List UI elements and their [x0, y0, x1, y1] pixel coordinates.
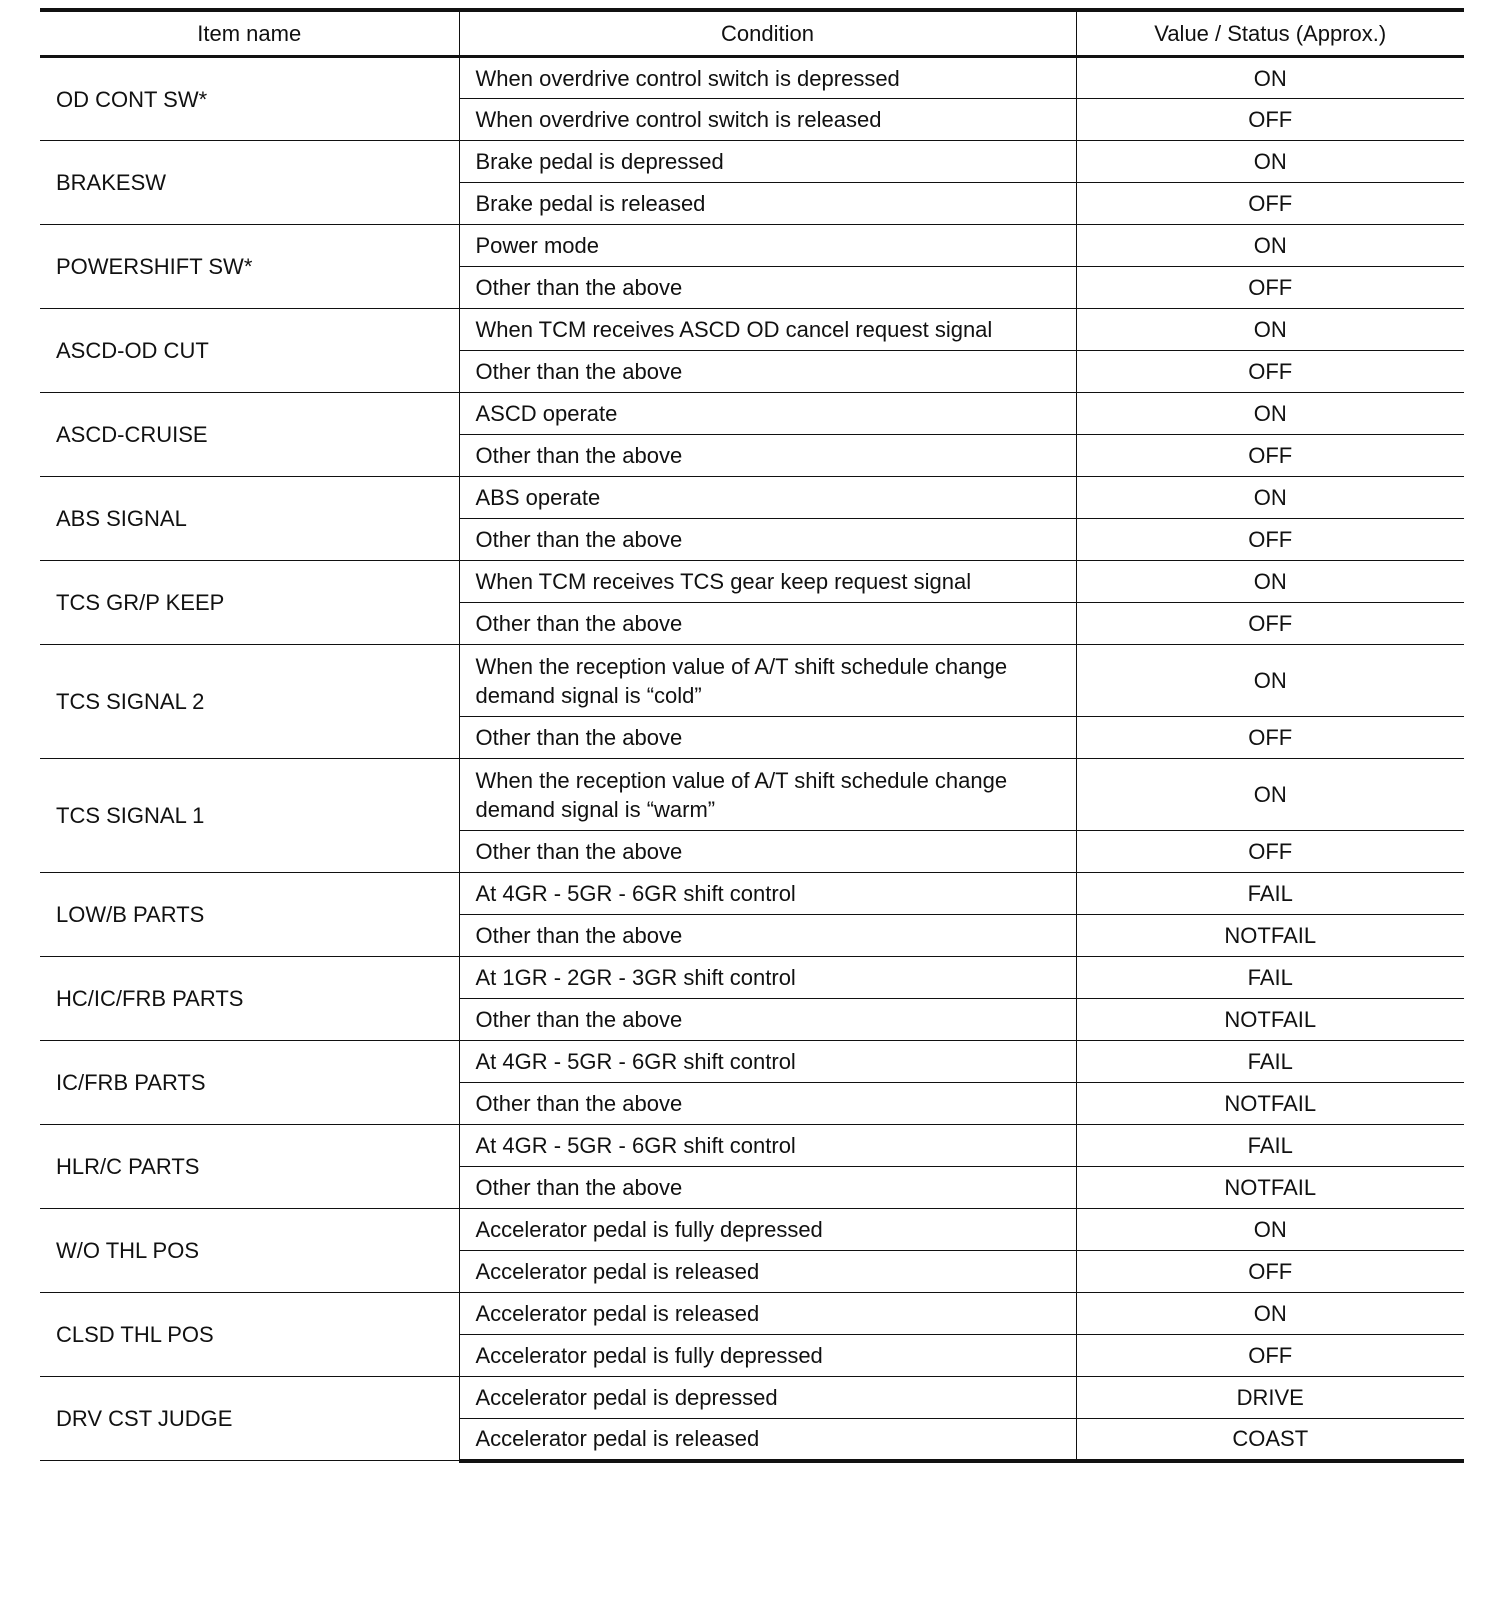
item-name-cell: POWERSHIFT SW* [40, 225, 459, 309]
table-row [40, 1041, 1464, 1083]
item-name-cell: OD CONT SW* [40, 57, 459, 141]
condition-cell: When TCM receives TCS gear keep request signal [459, 561, 1076, 603]
value-status-cell: ON [1076, 759, 1464, 831]
value-status-cell: NOTFAIL [1076, 1167, 1464, 1209]
item-name-cell: CLSD THL POS [40, 1293, 459, 1377]
value-status-cell: FAIL [1076, 1041, 1464, 1083]
condition-cell: At 1GR - 2GR - 3GR shift control [459, 957, 1076, 999]
item-name-cell: ASCD-OD CUT [40, 309, 459, 393]
table-row [40, 561, 1464, 603]
condition-cell: Other than the above [459, 603, 1076, 645]
condition-cell: ASCD operate [459, 393, 1076, 435]
value-status-cell: OFF [1076, 717, 1464, 759]
value-status-cell: COAST [1076, 1419, 1464, 1461]
item-name-cell: W/O THL POS [40, 1209, 459, 1293]
condition-cell: Other than the above [459, 717, 1076, 759]
condition-cell: At 4GR - 5GR - 6GR shift control [459, 1041, 1076, 1083]
item-name-cell: DRV CST JUDGE [40, 1377, 459, 1461]
table-row [40, 1377, 1464, 1419]
table-body [40, 57, 1464, 1461]
condition-cell: Other than the above [459, 1167, 1076, 1209]
condition-cell: When overdrive control switch is released [459, 99, 1076, 141]
table-row [40, 957, 1464, 999]
value-status-cell: OFF [1076, 1251, 1464, 1293]
value-status-cell: ON [1076, 1209, 1464, 1251]
value-status-cell: ON [1076, 57, 1464, 99]
condition-cell: When TCM receives ASCD OD cancel request signal [459, 309, 1076, 351]
value-status-cell: OFF [1076, 435, 1464, 477]
header-condition: Condition [459, 10, 1076, 57]
value-status-cell: ON [1076, 141, 1464, 183]
value-status-cell: OFF [1076, 267, 1464, 309]
value-status-cell: ON [1076, 477, 1464, 519]
condition-cell: Other than the above [459, 519, 1076, 561]
table-row [40, 873, 1464, 915]
value-status-cell: NOTFAIL [1076, 915, 1464, 957]
value-status-cell: OFF [1076, 183, 1464, 225]
condition-cell: At 4GR - 5GR - 6GR shift control [459, 873, 1076, 915]
value-status-cell: OFF [1076, 99, 1464, 141]
condition-cell: Power mode [459, 225, 1076, 267]
value-status-cell: ON [1076, 1293, 1464, 1335]
condition-cell: Accelerator pedal is released [459, 1293, 1076, 1335]
condition-cell: Accelerator pedal is depressed [459, 1377, 1076, 1419]
table-header-row [40, 10, 1464, 57]
value-status-cell: OFF [1076, 603, 1464, 645]
table-row [40, 1293, 1464, 1335]
data-monitor-table-wrapper [40, 8, 1464, 1463]
value-status-cell: FAIL [1076, 957, 1464, 999]
condition-cell: At 4GR - 5GR - 6GR shift control [459, 1125, 1076, 1167]
data-monitor-table [40, 8, 1464, 1463]
condition-cell: Other than the above [459, 915, 1076, 957]
value-status-cell: OFF [1076, 831, 1464, 873]
table-row [40, 477, 1464, 519]
condition-cell: Accelerator pedal is released [459, 1419, 1076, 1461]
condition-cell: Brake pedal is released [459, 183, 1076, 225]
condition-cell: Other than the above [459, 999, 1076, 1041]
table-row [40, 1125, 1464, 1167]
value-status-cell: OFF [1076, 1335, 1464, 1377]
item-name-cell: IC/FRB PARTS [40, 1041, 459, 1125]
condition-cell: Accelerator pedal is fully depressed [459, 1209, 1076, 1251]
value-status-cell: NOTFAIL [1076, 1083, 1464, 1125]
table-row [40, 645, 1464, 717]
value-status-cell: OFF [1076, 351, 1464, 393]
condition-cell: Accelerator pedal is fully depressed [459, 1335, 1076, 1377]
value-status-cell: FAIL [1076, 873, 1464, 915]
condition-cell: When the reception value of A/T shift schedule change demand signal is “cold” [459, 645, 1076, 717]
table-row [40, 393, 1464, 435]
condition-cell: Other than the above [459, 351, 1076, 393]
condition-cell: Accelerator pedal is released [459, 1251, 1076, 1293]
condition-cell: Other than the above [459, 267, 1076, 309]
header-item-name: Item name [40, 10, 459, 57]
item-name-cell: BRAKESW [40, 141, 459, 225]
condition-cell: Other than the above [459, 435, 1076, 477]
value-status-cell: DRIVE [1076, 1377, 1464, 1419]
table-row [40, 1209, 1464, 1251]
table-row [40, 309, 1464, 351]
table-row [40, 57, 1464, 99]
item-name-cell: LOW/B PARTS [40, 873, 459, 957]
table-row [40, 759, 1464, 831]
condition-cell: ABS operate [459, 477, 1076, 519]
item-name-cell: TCS GR/P KEEP [40, 561, 459, 645]
value-status-cell: ON [1076, 225, 1464, 267]
value-status-cell: FAIL [1076, 1125, 1464, 1167]
item-name-cell: ABS SIGNAL [40, 477, 459, 561]
value-status-cell: OFF [1076, 519, 1464, 561]
item-name-cell: TCS SIGNAL 2 [40, 645, 459, 759]
item-name-cell: HC/IC/FRB PARTS [40, 957, 459, 1041]
value-status-cell: ON [1076, 393, 1464, 435]
table-row [40, 225, 1464, 267]
value-status-cell: ON [1076, 561, 1464, 603]
item-name-cell: TCS SIGNAL 1 [40, 759, 459, 873]
header-value-status: Value / Status (Approx.) [1076, 10, 1464, 57]
value-status-cell: ON [1076, 309, 1464, 351]
condition-cell: When overdrive control switch is depressed [459, 57, 1076, 99]
value-status-cell: ON [1076, 645, 1464, 717]
table-row [40, 141, 1464, 183]
item-name-cell: ASCD-CRUISE [40, 393, 459, 477]
value-status-cell: NOTFAIL [1076, 999, 1464, 1041]
condition-cell: Other than the above [459, 1083, 1076, 1125]
item-name-cell: HLR/C PARTS [40, 1125, 459, 1209]
condition-cell: When the reception value of A/T shift schedule change demand signal is “warm” [459, 759, 1076, 831]
condition-cell: Brake pedal is depressed [459, 141, 1076, 183]
condition-cell: Other than the above [459, 831, 1076, 873]
